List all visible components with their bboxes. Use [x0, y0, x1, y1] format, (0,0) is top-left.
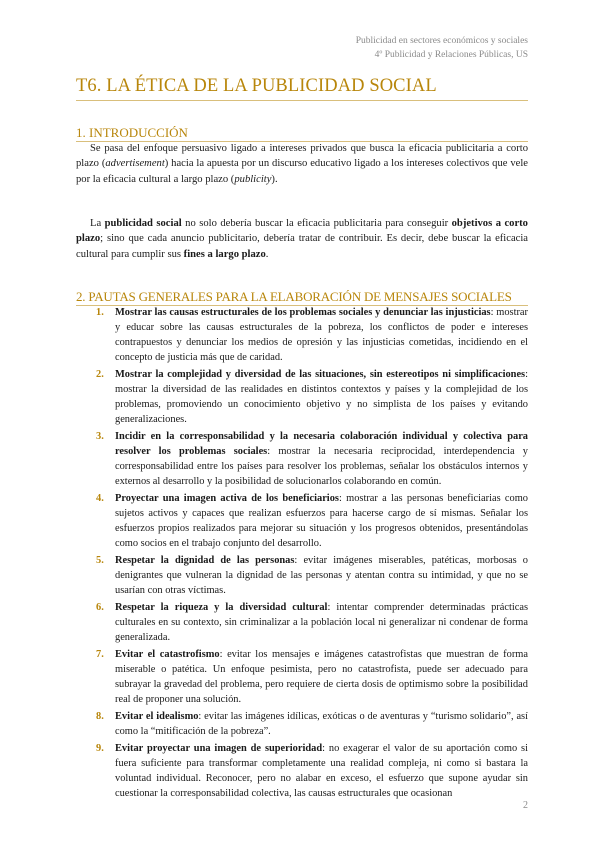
guideline-number: 6.: [96, 602, 104, 613]
guideline-heading: Incidir en la corresponsabilidad y la necesaria colaboración individual y colectiva para resolver los problemas sociales: [115, 431, 528, 457]
guideline-number: 5.: [96, 555, 104, 566]
guideline-heading: Proyectar una imagen activa de los beneficiarios: [115, 493, 339, 504]
running-header: [228, 34, 528, 62]
guideline-heading: Mostrar la complejidad y diversidad de las situaciones, sin estereotipos ni simplificaciones: [115, 369, 526, 380]
guideline-text: : evitar imágenes miserables, patéticas, morbosas o denigrantes que vulneran la dignidad de las personas y atentan contra su intimidad, y que no se usarían con otras víctimas.: [115, 555, 528, 596]
guideline-number: 7.: [96, 649, 104, 660]
running-header-degree: 4º Publicidad y Relaciones Públicas, US: [374, 50, 528, 60]
guideline-heading: Mostrar las causas estructurales de los problemas sociales y denunciar las injusticias: [115, 307, 491, 318]
guideline-heading: Evitar proyectar una imagen de superioridad: [115, 743, 323, 754]
guideline-text: : evitar las imágenes idílicas, exóticas o de aventuras y “turismo solidario”, así como la “mitificación de la pobreza”.: [115, 711, 528, 737]
guideline-text: : mostrar y educar sobre las causas estructurales de la pobreza, los conflictos de poder e intereses contrapuestos y denunciar los medios de opresión y las injusticias cometidas, incidiendo en el concepto de justicia más que de caridad.: [115, 307, 528, 363]
guideline-heading: Respetar la dignidad de las personas: [115, 555, 295, 566]
guideline-heading: Evitar el catastrofismo: [115, 649, 220, 660]
guideline-item: [76, 600, 528, 645]
guideline-item: [76, 429, 528, 489]
page-number: 2: [523, 800, 528, 811]
term-advertisement: advertisement: [105, 158, 165, 170]
guideline-item: [76, 553, 528, 598]
guideline-text: : no exagerar el valor de su aportación como si fuera suficiente para transformar completamente una realidad compleja, ni como si bastara la voluntad individual. Reconocer, pero no alabar en exceso, el esfuerzo que supone ayudar sin cuestionar la corresponsabilidad colectiva, las causas estructurales que ocasionan: [115, 743, 528, 799]
guideline-number: 8.: [96, 711, 104, 722]
title-underline: [76, 100, 528, 101]
intro-text: .: [265, 248, 269, 260]
section-heading-introduction: 1. INTRODUCCIÓN: [76, 125, 188, 140]
guideline-item: [76, 709, 528, 739]
guideline-text: : mostrar la necesaria reciprocidad, interdependencia y corresponsabilidad entre los países para resolver los problemas, señalar los obstáculos internos y externos al desarrollo y la posibilidad de solucionarlos colaborando en común.: [115, 446, 528, 487]
guideline-item: [76, 305, 528, 365]
guideline-text: : intentar comprender determinadas prácticas culturales en su contexto, sin criminalizar a la población local ni generalizar ni condenar de forma generalizada.: [115, 602, 529, 643]
intro-text: Se pasa del enfoque persuasivo ligado a intereses privados que busca la eficacia publicitaria a corto plazo (: [76, 143, 528, 170]
guideline-heading: Evitar el idealismo: [115, 711, 199, 722]
intro-paragraph-2: [76, 216, 528, 262]
term-long-term-goals: fines a largo plazo: [183, 248, 266, 260]
intro-text: ).: [271, 173, 278, 185]
guidelines-list: [76, 305, 528, 803]
guideline-text: : mostrar la diversidad de las realidades en distintos contextos y países y la complejidad de los problemas, promoviendo un conocimiento objetivo y no simplista de los países y evitando generalizaciones.: [115, 369, 528, 425]
document-title: T6. LA ÉTICA DE LA PUBLICIDAD SOCIAL: [76, 76, 437, 96]
term-publicity: publicity: [234, 173, 272, 185]
guideline-item: [76, 647, 528, 707]
guideline-item: [76, 491, 528, 551]
guideline-text: : mostrar a las personas beneficiarias como sujetos activos y capaces que realizan esfuerzos para hacerse cargo de sí mismas. Señalar los esfuerzos propios realizados para mejorar su situación y los progresos obtenidos, presentándolas como socios en el trabajo conjunto del desarrollo.: [115, 493, 529, 549]
intro-text: no solo debería buscar la eficacia publicitaria para conseguir: [181, 218, 452, 229]
guideline-text: : evitar los mensajes e imágenes catastrofistas que muestran de forma miserable o patética. Un enfoque pesimista, pero no catastrofista, puede ser adecuado para subrayar la gravedad del problema, pero requiere de cierta dosis de optimismo sobre la posibilidad real de proponer una solución.: [115, 649, 528, 705]
guideline-item: [76, 741, 528, 801]
guideline-number: 1.: [96, 307, 104, 318]
guideline-heading: Respetar la riqueza y la diversidad cultural: [115, 602, 328, 613]
intro-text: ) hacia la apuesta por un discurso educativo ligado a los intereses colectivos que vele por la eficacia cultural a largo plazo (: [76, 158, 528, 185]
intro-paragraph-1: [76, 141, 528, 187]
intro-text: ; sino que cada anuncio publicitario, debería tratar de contribuir. Es decir, debe buscar la eficacia cultural para cumplir sus: [76, 233, 528, 260]
guideline-number: 9.: [96, 743, 104, 754]
guideline-number: 3.: [96, 431, 104, 442]
intro-text: La: [90, 218, 105, 229]
term-short-term-goals: objetivos a corto plazo: [76, 218, 528, 245]
section-heading-guidelines: 2. PAUTAS GENERALES PARA LA ELABORACIÓN DE MENSAJES SOCIALES: [76, 289, 512, 304]
guideline-item: [76, 367, 528, 427]
guideline-number: 4.: [96, 493, 104, 504]
guideline-number: 2.: [96, 369, 104, 380]
running-header-course: Publicidad en sectores económicos y sociales: [355, 36, 528, 46]
term-social-advertising: publicidad social: [104, 218, 182, 229]
